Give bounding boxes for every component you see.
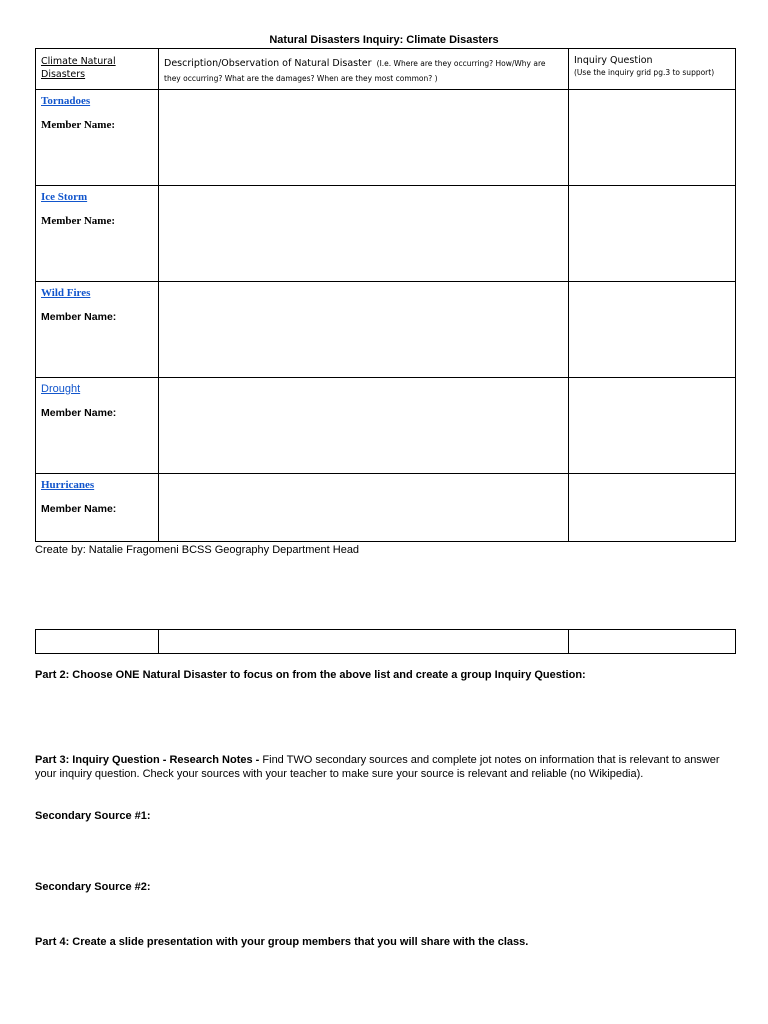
blank-table bbox=[35, 629, 736, 654]
disaster-link-wild-fires[interactable]: Wild Fires bbox=[41, 287, 91, 299]
header-description-note: (I.e. Where are they occurring? How/Why are they occurring? What are the damages? When are they most common? ) bbox=[164, 59, 546, 83]
part3-text: Find TWO secondary sources and complete jot notes on information that is relevant to answer your inquiry question. Check your sources with your teacher to make sure your source is relevant and reliable (no Wikipedia). bbox=[35, 754, 720, 780]
description-cell[interactable] bbox=[159, 186, 569, 282]
inquiry-cell[interactable] bbox=[569, 186, 736, 282]
inquiry-cell[interactable] bbox=[569, 378, 736, 474]
secondary-source-1-label: Secondary Source #1: bbox=[35, 810, 151, 822]
disaster-link-hurricanes[interactable]: Hurricanes bbox=[41, 479, 95, 491]
member-name-label: Member Name: bbox=[41, 215, 116, 227]
part4-heading: Part 4: Create a slide presentation with your group members that you will share with the class. bbox=[35, 936, 529, 948]
member-name-label: Member Name: bbox=[41, 311, 117, 323]
table-row bbox=[36, 378, 736, 474]
part3-paragraph bbox=[35, 753, 735, 781]
blank-cell[interactable] bbox=[159, 630, 569, 654]
disasters-table bbox=[35, 48, 736, 542]
header-inquiry-label: Inquiry Question bbox=[574, 55, 653, 66]
disaster-link-tornadoes[interactable]: Tornadoes bbox=[41, 95, 91, 107]
credit-line: Create by: Natalie Fragomeni BCSS Geography Department Head bbox=[35, 544, 360, 556]
blank-cell[interactable] bbox=[36, 630, 159, 654]
inquiry-cell[interactable] bbox=[569, 282, 736, 378]
blank-cell[interactable] bbox=[569, 630, 736, 654]
header-inquiry-note: (Use the inquiry grid pg.3 to support) bbox=[574, 68, 715, 77]
table-header-row bbox=[36, 49, 736, 90]
table-row bbox=[36, 282, 736, 378]
description-cell[interactable] bbox=[159, 378, 569, 474]
disaster-link-drought[interactable]: Drought bbox=[41, 383, 81, 395]
member-name-label: Member Name: bbox=[41, 119, 116, 131]
description-cell[interactable] bbox=[159, 282, 569, 378]
table-row bbox=[36, 474, 736, 542]
header-description bbox=[159, 49, 569, 90]
document-title: Natural Disasters Inquiry: Climate Disasters bbox=[269, 34, 499, 46]
disaster-link-ice-storm[interactable]: Ice Storm bbox=[41, 191, 88, 203]
description-cell[interactable] bbox=[159, 474, 569, 542]
table-row bbox=[36, 90, 736, 186]
part3-heading: Part 3: Inquiry Question - Research Notes - bbox=[35, 754, 260, 766]
part2-heading: Part 2: Choose ONE Natural Disaster to focus on from the above list and create a group Inquiry Question: bbox=[35, 669, 586, 681]
table-row bbox=[36, 630, 736, 654]
table-row bbox=[36, 186, 736, 282]
header-description-label: Description/Observation of Natural Disaster bbox=[164, 58, 372, 69]
description-cell[interactable] bbox=[159, 90, 569, 186]
member-name-label: Member Name: bbox=[41, 407, 117, 419]
header-inquiry-question bbox=[569, 49, 736, 90]
header-climate-disasters: Climate Natural Disasters bbox=[36, 49, 159, 90]
secondary-source-2-label: Secondary Source #2: bbox=[35, 881, 151, 893]
inquiry-cell[interactable] bbox=[569, 474, 736, 542]
inquiry-cell[interactable] bbox=[569, 90, 736, 186]
member-name-label: Member Name: bbox=[41, 503, 117, 515]
